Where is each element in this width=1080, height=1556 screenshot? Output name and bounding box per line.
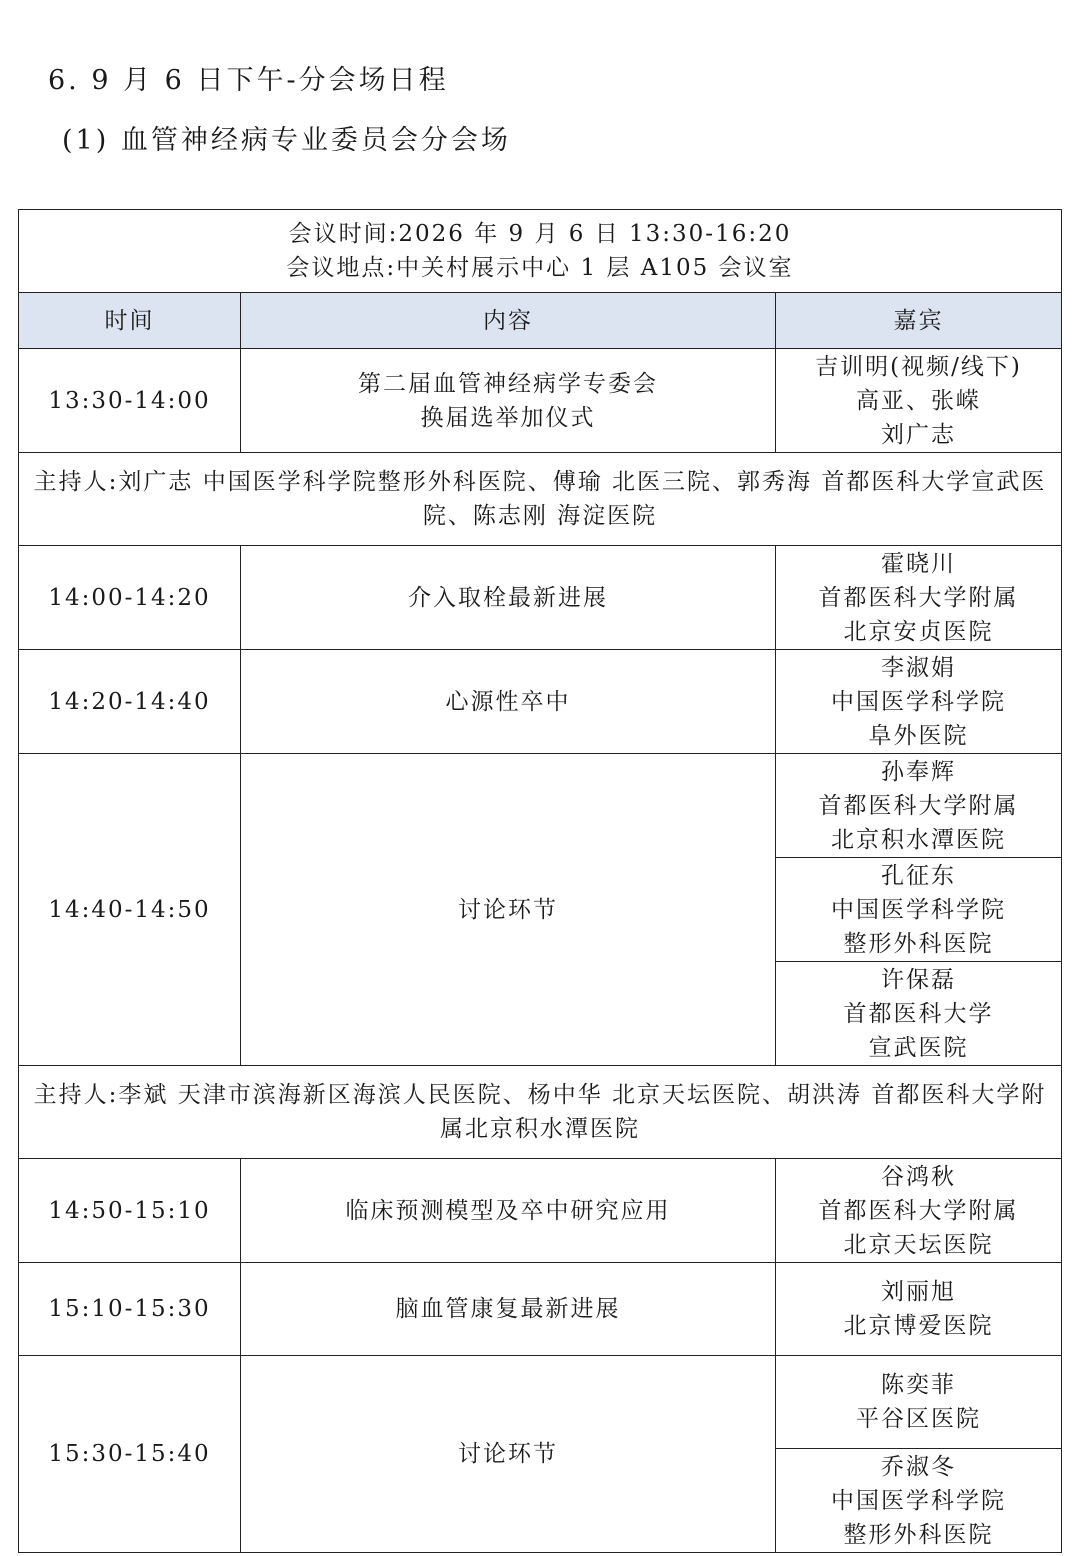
host-cell: 主持人:刘广志 中国医学科学院整形外科医院、傅瑜 北医三院、郭秀海 首都医科大学宣武医院、陈志刚 海淀医院 bbox=[19, 453, 1062, 546]
guest-affiliation: 北京博爱医院 bbox=[843, 1313, 994, 1339]
table-row bbox=[19, 1263, 1062, 1356]
column-header-content: 内容 bbox=[241, 293, 776, 349]
guest-affiliation: 北京积水潭医院 bbox=[831, 826, 1006, 853]
content-line: 心源性卒中 bbox=[445, 688, 571, 715]
table-row bbox=[19, 349, 1062, 453]
guest-affiliation: 阜外医院 bbox=[868, 722, 969, 749]
guest-name: 李淑娟 bbox=[881, 654, 956, 681]
guest-cell bbox=[776, 1159, 1062, 1263]
guest-affiliation: 首都医科大学附属 bbox=[818, 584, 1019, 611]
column-header-time: 时间 bbox=[19, 293, 241, 349]
time-cell: 14:20-14:40 bbox=[19, 650, 241, 754]
section-heading: 6. 9 月 6 日下午-分会场日程 bbox=[48, 65, 449, 96]
guest-affiliation: 北京天坛医院 bbox=[843, 1231, 994, 1258]
column-header-guests: 嘉宾 bbox=[776, 293, 1062, 349]
guest-cell bbox=[776, 546, 1062, 650]
guest-affiliation: 中国医学科学院 bbox=[831, 688, 1006, 715]
content-cell bbox=[241, 1356, 776, 1553]
guest-affiliation: 刘广志 bbox=[881, 421, 956, 448]
time-cell: 14:00-14:20 bbox=[19, 546, 241, 650]
guest-cell bbox=[776, 1263, 1062, 1356]
schedule-table bbox=[18, 209, 1062, 1553]
guest-name: 孔征东 bbox=[881, 862, 956, 889]
table-row bbox=[19, 754, 1062, 858]
guest-affiliation: 中国医学科学院 bbox=[831, 1487, 1006, 1514]
table-row bbox=[19, 1356, 1062, 1449]
content-line: 讨论环节 bbox=[458, 1441, 558, 1467]
host-cell: 主持人:李斌 天津市滨海新区海滨人民医院、杨中华 北京天坛医院、胡洪涛 首都医科大学附属北京积水潭医院 bbox=[19, 1066, 1062, 1159]
guest-name: 陈奕菲 bbox=[881, 1372, 956, 1398]
host-row bbox=[19, 1066, 1062, 1159]
content-line: 介入取栓最新进展 bbox=[408, 584, 608, 611]
guest-affiliation: 宣武医院 bbox=[868, 1034, 969, 1061]
guest-cell bbox=[776, 349, 1062, 453]
meeting-place: 会议地点:中关村展示中心 1 层 A105 会议室 bbox=[286, 255, 794, 281]
content-line: 脑血管康复最新进展 bbox=[395, 1296, 621, 1322]
guest-affiliation: 整形外科医院 bbox=[843, 930, 994, 957]
guest-affiliation: 北京安贞医院 bbox=[843, 618, 994, 645]
time-cell: 14:50-15:10 bbox=[19, 1159, 241, 1263]
content-cell bbox=[241, 349, 776, 453]
guest-name: 乔淑冬 bbox=[881, 1453, 956, 1480]
content-cell bbox=[241, 650, 776, 754]
meeting-time: 会议时间:2026 年 9 月 6 日 13:30-16:20 bbox=[288, 221, 792, 247]
content-cell bbox=[241, 1159, 776, 1263]
content-line: 换届选举加仪式 bbox=[420, 404, 596, 431]
time-cell: 13:30-14:00 bbox=[19, 349, 241, 453]
guest-name: 吉训明(视频/线下) bbox=[815, 353, 1022, 380]
guest-affiliation: 高亚、张嵘 bbox=[856, 387, 981, 414]
table-row bbox=[19, 546, 1062, 650]
guest-cell bbox=[776, 754, 1062, 858]
time-cell: 15:10-15:30 bbox=[19, 1263, 241, 1356]
guest-name: 刘丽旭 bbox=[881, 1279, 956, 1305]
content-cell bbox=[241, 754, 776, 1066]
table-row bbox=[19, 650, 1062, 754]
content-cell bbox=[241, 546, 776, 650]
guest-affiliation: 整形外科医院 bbox=[843, 1521, 994, 1548]
guest-cell bbox=[776, 650, 1062, 754]
time-cell: 14:40-14:50 bbox=[19, 754, 241, 1066]
guest-affiliation: 中国医学科学院 bbox=[831, 896, 1006, 923]
content-cell bbox=[241, 1263, 776, 1356]
guest-cell bbox=[776, 1449, 1062, 1553]
meeting-info-row bbox=[19, 210, 1062, 293]
guest-cell bbox=[776, 962, 1062, 1066]
guest-name: 孙奉辉 bbox=[881, 758, 956, 785]
guest-affiliation: 首都医科大学附属 bbox=[818, 1197, 1019, 1224]
host-row bbox=[19, 453, 1062, 546]
guest-name: 谷鸿秋 bbox=[881, 1163, 956, 1190]
content-line: 临床预测模型及卒中研究应用 bbox=[345, 1197, 671, 1224]
guest-affiliation: 平谷区医院 bbox=[856, 1406, 981, 1432]
content-line: 讨论环节 bbox=[458, 896, 558, 923]
guest-name: 许保磊 bbox=[881, 966, 956, 993]
guest-cell bbox=[776, 1356, 1062, 1449]
table-header-row bbox=[19, 293, 1062, 349]
subsection-heading: (1) 血管神经病专业委员会分会场 bbox=[62, 125, 511, 156]
time-cell: 15:30-15:40 bbox=[19, 1356, 241, 1553]
guest-cell bbox=[776, 858, 1062, 962]
table-row bbox=[19, 1159, 1062, 1263]
guest-name: 霍晓川 bbox=[881, 550, 956, 577]
guest-affiliation: 首都医科大学附属 bbox=[818, 792, 1019, 819]
guest-affiliation: 首都医科大学 bbox=[843, 1000, 994, 1027]
meeting-info-cell bbox=[19, 210, 1062, 293]
content-line: 第二届血管神经病学专委会 bbox=[358, 370, 658, 397]
